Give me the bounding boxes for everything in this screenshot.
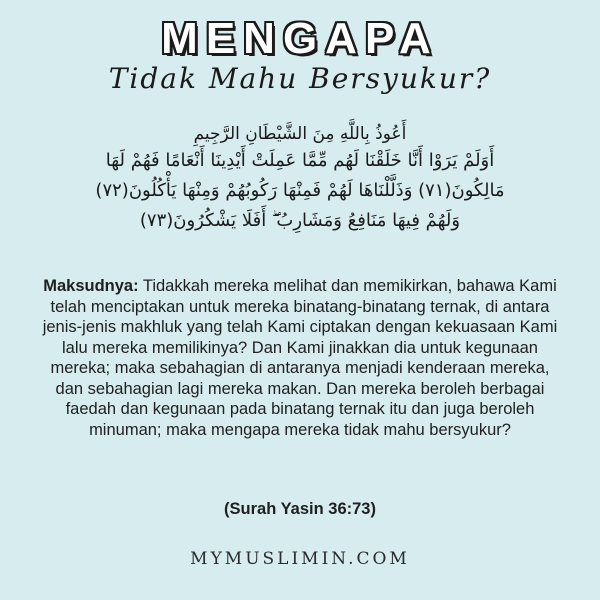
surah-reference: (Surah Yasin 36:73)	[224, 500, 376, 518]
website-footer: MYMUSLIMIN.COM	[190, 549, 410, 569]
translation-paragraph	[40, 276, 560, 440]
arabic-verse-line-2: مَالِكُونَ(٧١) وَذَلَّلْنَاهَا لَهُمْ فَمِنْهَا رَكُوبُهُمْ وَمِنْهَا يَأْكُلُونَ(٧٢)	[95, 180, 505, 201]
page-title: MENGAPA	[161, 14, 439, 63]
translation-text: Tidakkah mereka melihat dan memikirkan, bahawa Kami telah menciptakan untuk mereka binatang-binatang ternak, di antara jenis-jenis makhluk yang telah Kami ciptakan dengan kekuasaan Kami lalu mereka memilikinya? Dan Kami jinakkan dia untuk kegunaan mereka; maka sebahagian di antaranya menjadi kenderaan mereka, dan sebahagian lagi mereka makan. Dan mereka beroleh berbagai faedah dan kegunaan pada binatang ternak itu dan juga beroleh minuman; maka mengapa mereka tidak mahu bersyukur?	[42, 277, 558, 439]
page-subtitle: Tidak Mahu Bersyukur?	[108, 62, 492, 95]
translation-lead: Maksudnya:	[43, 277, 139, 295]
arabic-taawwudh: أَعُوذُ بِاللَّهِ مِنَ الشَّيْطَانِ الرَّجِيمِ	[193, 124, 407, 144]
arabic-verse-line-3: وَلَهُمْ فِيهَا مَنَافِعُ وَمَشَارِبُ ۖ أَفَلَا يَشْكُرُونَ(٧٣)	[139, 210, 461, 231]
arabic-verse-line-1: أَوَلَمْ يَرَوْا أَنَّا خَلَقْنَا لَهُم مِّمَّا عَمِلَتْ أَيْدِينَا أَنْعَامًا فَهُمْ لَهَا	[105, 150, 495, 171]
